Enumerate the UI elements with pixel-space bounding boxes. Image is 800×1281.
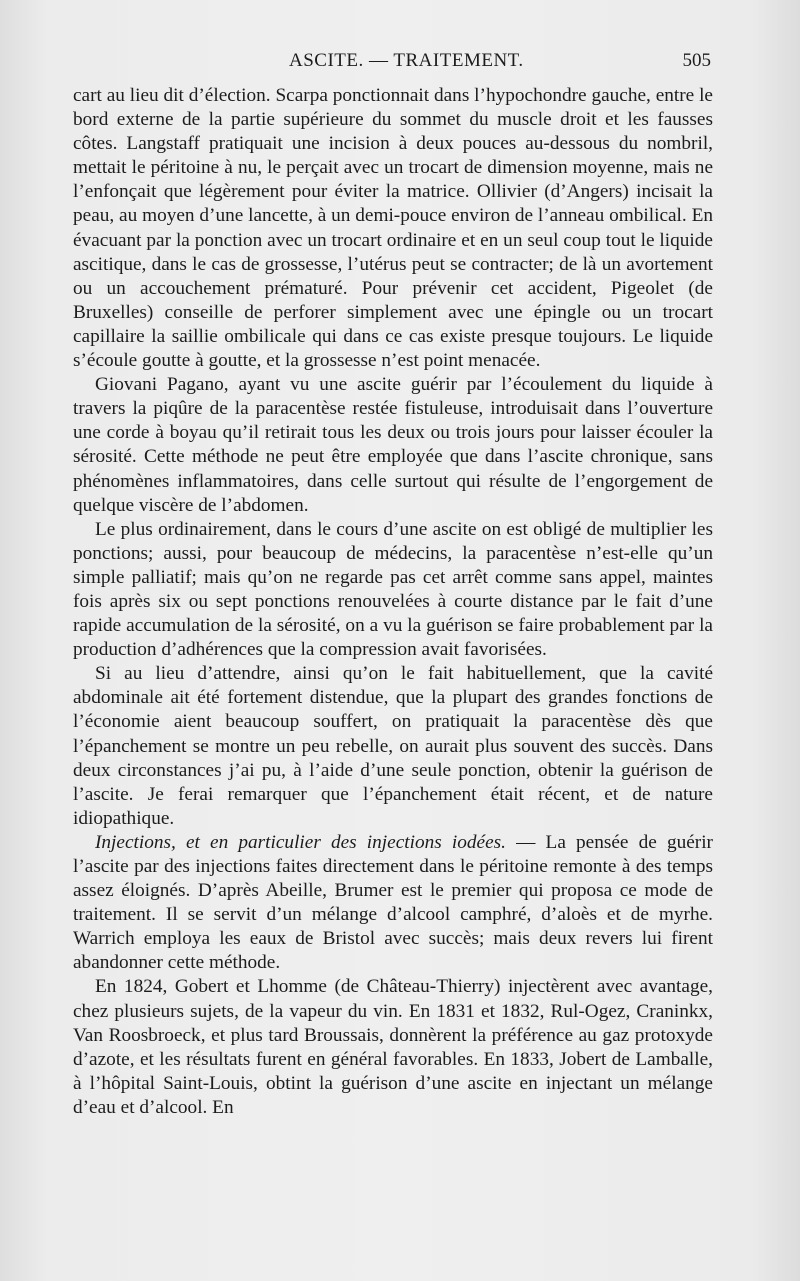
body-text	[73, 84, 713, 1120]
paragraph-5-text: — La pensée de guérir l’ascite par des injections faites directement dans le péritoine remonte à des temps assez éloignés. D’après Abeille, Brumer est le premier qui proposa ce mode de traitement. Il se servit d’un mélange d’alcool camphré, d’aloès et de myrhe. Warrich employa les eaux de Bristol avec succès; mais deux revers lui firent abandonner cette méthode.	[73, 831, 713, 974]
running-title: ASCITE. — TRAITEMENT.	[289, 50, 524, 71]
page-header	[73, 50, 713, 74]
paragraph-5	[73, 831, 713, 976]
section-lead: Injections, et en particulier des injections iodées.	[95, 831, 506, 853]
paragraph-6: En 1824, Gobert et Lhomme (de Château-Thierry) injectèrent avec avantage, chez plusieurs sujets, de la vapeur du vin. En 1831 et 1832, Rul-Ogez, Craninkx, Van Roosbroeck, et plus tard Broussais, donnèrent la préférence au gaz protoxyde d’azote, et les résultats furent en général favorables. En 1833, Jobert de Lamballe, à l’hôpital Saint-Louis, obtint la guérison d’une ascite en injectant un mélange d’eau et d’alcool. En	[73, 976, 713, 1118]
page-number: 505	[682, 50, 711, 71]
paragraph-2: Giovani Pagano, ayant vu une ascite guérir par l’écoulement du liquide à travers la piqûre de la paracentèse restée fistuleuse, introduisait dans l’ouverture une corde à boyau qu’il retirait tous les deux ou trois jours pour laisser écouler la sérosité. Cette méthode ne peut être employée que dans l’ascite chronique, sans phénomènes inflammatoires, dans celle surtout qui résulte de l’engorgement de quelque viscère de l’abdomen.	[73, 374, 713, 516]
paragraph-4: Si au lieu d’attendre, ainsi qu’on le fait habituellement, que la cavité abdominale ait été fortement distendue, que la plupart des grandes fonctions de l’économie aient beaucoup souffert, on pratiquait la paracentèse dès que l’épanchement se montre un peu rebelle, on aurait plus souvent des succès. Dans deux circonstances j’ai pu, à l’aide d’une seule ponction, obtenir la guérison de l’ascite. Je ferai remarquer que l’épanchement était récent, et de nature idiopathique.	[73, 663, 713, 829]
paragraph-3: Le plus ordinairement, dans le cours d’une ascite on est obligé de multiplier les ponctions; aussi, pour beaucoup de médecins, la paracentèse n’est-elle qu’un simple palliatif; mais qu’on ne regarde pas cet arrêt comme sans appel, maintes fois après six ou sept ponctions renouvelées à courte distance par le fait d’une rapide accumulation de la sérosité, on a vu la guérison se faire probablement par la production d’adhérences que la compression avait favorisées.	[73, 518, 713, 661]
paragraph-1: cart au lieu dit d’élection. Scarpa ponctionnait dans l’hypochondre gauche, entre le bord externe de la partie supérieure du sommet du muscle droit et les fausses côtes. Langstaff pratiquait une incision à deux pouces au-dessous du nombril, mettait le péritoine à nu, le perçait avec un trocart de dimension moyenne, mais ne l’enfonçait que légèrement pour éviter la matrice. Ollivier (d’Angers) incisait la peau, au moyen d’une lancette, à un demi-pouce environ de l’anneau ombilical. En évacuant par la ponction avec un trocart ordinaire et en un seul coup tout le liquide ascitique, dans le cas de grossesse, l’utérus peut se contracter; de là un avortement ou un accouchement prématuré. Pour prévenir cet accident, Pigeolet (de Bruxelles) conseille de perforer simplement avec une épingle ou un trocart capillaire la saillie ombilicale qui dans ce cas existe presque toujours. Le liquide s’écoule goutte à goutte, et la grossesse n’est point menacée.	[73, 85, 713, 372]
